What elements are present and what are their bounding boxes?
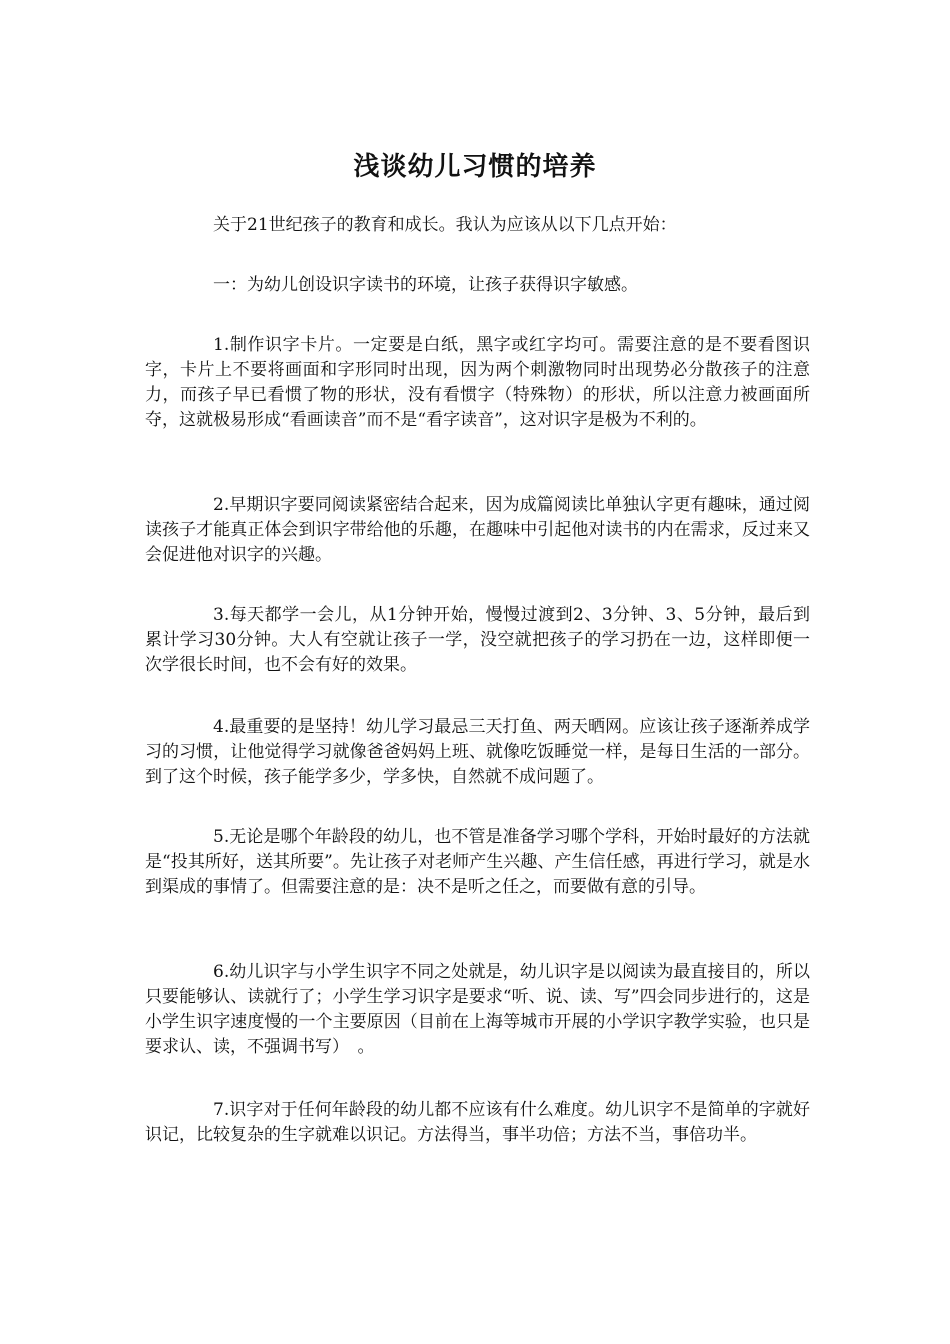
section-heading: 一：为幼儿创设识字读书的环境，让孩子获得识字敏感。 — [213, 275, 638, 295]
paragraph-item-7: 7.识字对于任何年龄段的幼儿都不应该有什么难度。幼儿识字不是简单的字就好识记，比较复杂的生字就难以识记。方法得当，事半功倍；方法不当，事倍功半。 — [145, 1100, 810, 1145]
paragraph-item-2: 2.早期识字要同阅读紧密结合起来，因为成篇阅读比单独认字更有趣味，通过阅读孩子才能真正体会到识字带给他的乐趣，在趣味中引起他对读书的内在需求，反过来又会促进他对识字的兴趣。 — [145, 495, 810, 565]
document-title: 浅谈幼儿习惯的培养 — [353, 152, 597, 183]
paragraph-item-1: 1.制作识字卡片。一定要是白纸，黑字或红字均可。需要注意的是不要看图识字，卡片上不要将画面和字形同时出现，因为两个刺激物同时出现势必分散孩子的注意力，而孩子早已看惯了物的形状，没有看惯字（特殊物）的形状，所以注意力被画面所夺，这就极易形成“看画读音”而不是“看字读音”，这对识字是极为不利的。 — [145, 335, 810, 430]
paragraph-intro: 关于21世纪孩子的教育和成长。我认为应该从以下几点开始： — [213, 215, 677, 235]
paragraph-item-3: 3.每天都学一会儿，从1分钟开始，慢慢过渡到2、3分钟、3、5分钟，最后到累计学习30分钟。大人有空就让孩子一学，没空就把孩子的学习扔在一边，这样即便一次学很长时间，也不会有好的效果。 — [145, 605, 810, 675]
paragraph-item-4: 4.最重要的是坚持！幼儿学习最忌三天打鱼、两天晒网。应该让孩子逐渐养成学习的习惯，让他觉得学习就像爸爸妈妈上班、就像吃饭睡觉一样，是每日生活的一部分。到了这个时候，孩子能学多少，学多快，自然就不成问题了。 — [145, 717, 810, 787]
paragraph-item-5: 5.无论是哪个年龄段的幼儿，也不管是准备学习哪个学科，开始时最好的方法就是“投其所好，送其所要”。先让孩子对老师产生兴趣、产生信任感，再进行学习，就是水到渠成的事情了。但需要注意的是：决不是听之任之，而要做有意的引导。 — [145, 827, 810, 897]
paragraph-item-6: 6.幼儿识字与小学生识字不同之处就是，幼儿识字是以阅读为最直接目的，所以只要能够认、读就行了；小学生学习识字是要求“听、说、读、写”四会同步进行的，这是小学生识字速度慢的一个主要原因（目前在上海等城市开展的小学识字教学实验，也只是要求认、读，不强调书写） 。 — [145, 962, 810, 1057]
